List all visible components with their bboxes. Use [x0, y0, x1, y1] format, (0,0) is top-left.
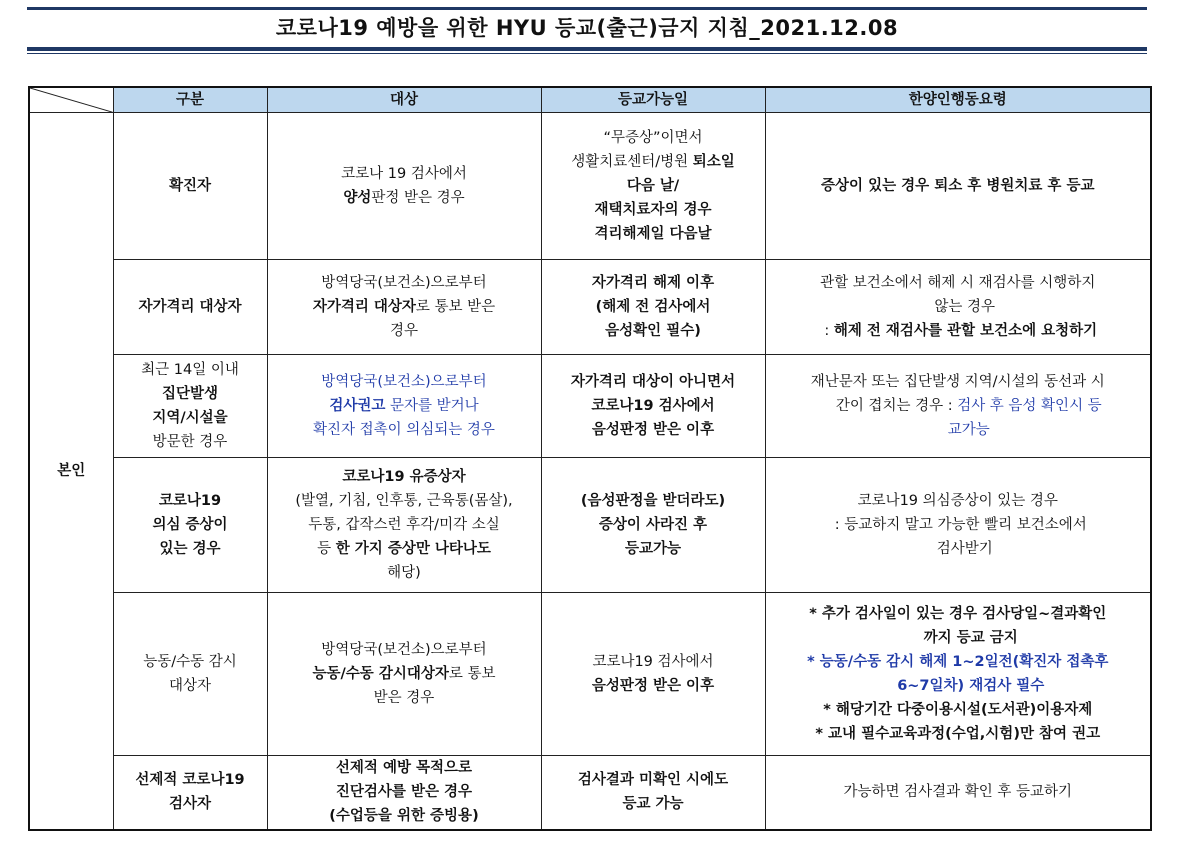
text-line: [274, 186, 535, 210]
text-bold: 한 가지 증상만 나타나도: [335, 540, 491, 557]
text-line: 음성판정 받은 이후: [591, 677, 715, 694]
return-date-cell: [541, 113, 765, 260]
text-blue: 검사 후 음성 확인시 등: [957, 397, 1102, 414]
text-line: 코로나19 의심증상이 있는 경우: [857, 492, 1058, 509]
text-line: [274, 394, 535, 418]
text-line: 대상자: [168, 677, 212, 694]
text-line: 자가격리 해제 이후: [591, 275, 715, 292]
table-row-quarantine: [29, 260, 1151, 355]
group-label: 본인: [29, 113, 113, 830]
title-rule-bottom: [27, 47, 1147, 51]
target-cell: [267, 260, 541, 355]
text-line: 경우: [389, 323, 418, 340]
category-cell: 확진자: [113, 113, 267, 260]
text-line: 음성확인 필수): [605, 323, 701, 340]
text-line: (수업등을 위한 증빙용): [329, 808, 479, 825]
table-row-symptoms: [29, 457, 1151, 592]
text-line: 자가격리 대상이 아니면서: [570, 373, 736, 390]
return-date-cell: [541, 260, 765, 355]
return-date-cell: [541, 755, 765, 830]
text-line: 음성판정 받은 이후: [591, 421, 715, 438]
text-line: 받은 경우: [373, 689, 435, 706]
text-line: 방문한 경우: [152, 433, 228, 450]
category-cell: 자가격리 대상자: [113, 260, 267, 355]
target-cell: [267, 113, 541, 260]
target-cell: [267, 457, 541, 592]
text-bold: 능동/수동 감시대상자: [312, 665, 449, 682]
title-rule-bottom-thin: [27, 53, 1147, 54]
text-line: “무증상”이면서: [603, 130, 703, 147]
corner-cell: [29, 87, 113, 113]
text-line: 관할 보건소에서 해제 시 재검사를 시행하지: [820, 275, 1096, 292]
header-category: 구분: [113, 87, 267, 113]
header-guidelines: 한양인행동요령: [765, 87, 1151, 113]
target-cell: [267, 755, 541, 830]
text-line: 코로나19 유증상자: [342, 468, 466, 485]
text-line: [274, 295, 535, 319]
text-line: 코로나 19 검사에서: [341, 166, 467, 183]
text-span: 간이 겹치는 경우 :: [835, 397, 958, 414]
text-line: 재난문자 또는 집단발생 지역/시설의 동선과 시: [810, 373, 1105, 390]
category-cell: [113, 457, 267, 592]
text-line: 등교 가능: [622, 796, 684, 813]
table-row-confirmed: [29, 113, 1151, 260]
text-span: 생활치료센터/병원: [571, 154, 693, 171]
header-target: 대상: [267, 87, 541, 113]
text-line: 검사받기: [936, 540, 993, 557]
text-line: 6~7일차) 재검사 필수: [897, 677, 1045, 694]
guideline-cell: [765, 755, 1151, 830]
text-bold: 퇴소일: [692, 154, 735, 171]
text-line: 있는 경우: [159, 540, 221, 557]
text-line: 증상이 있는 경우 퇴소 후 병원치료 후 등교: [821, 178, 1095, 195]
return-date-cell: [541, 354, 765, 457]
table-row-cluster: [29, 354, 1151, 457]
text-line: 검사자: [168, 796, 212, 813]
text-line: 교가능: [947, 421, 990, 438]
text-span: 로 통보 받은: [415, 299, 496, 316]
text-line: 집단발생: [161, 385, 219, 402]
text-line: 방역당국(보건소)으로부터: [321, 373, 487, 390]
guideline-cell: [765, 260, 1151, 355]
table-row-monitoring: [29, 592, 1151, 755]
text-line: 않는 경우: [934, 299, 996, 316]
text-line: 의심 증상이: [152, 516, 228, 533]
header-return-date: 등교가능일: [541, 87, 765, 113]
text-line: 최근 14일 이내: [141, 361, 239, 378]
text-line: 등교가능: [624, 540, 682, 557]
text-line: 가능하면 검사결과 확인 후 등교하기: [843, 784, 1073, 801]
text-line: : 등교하지 말고 가능한 빨리 보건소에서: [834, 516, 1087, 533]
text-line: 다음 날/: [626, 178, 680, 195]
text-line: (해제 전 검사에서: [595, 299, 711, 316]
text-span: :: [824, 323, 834, 340]
category-cell: [113, 755, 267, 830]
return-date-cell: [541, 457, 765, 592]
text-line: 격리해제일 다음날: [594, 226, 712, 243]
return-date-cell: [541, 592, 765, 755]
diagonal-line: [30, 88, 113, 112]
text-line: 확진자 접촉이 의심되는 경우: [313, 421, 495, 438]
text-line: 두통, 갑작스런 후각/미각 소실: [308, 516, 500, 533]
text-line: [274, 662, 535, 686]
text-line: 재택치료자의 경우: [594, 202, 712, 219]
text-line: 진단검사를 받은 경우: [335, 784, 473, 801]
guideline-cell: [765, 457, 1151, 592]
text-line: 방역당국(보건소)으로부터: [321, 641, 487, 658]
text-line: 증상이 사라진 후: [598, 516, 708, 533]
text-line: 코로나19 검사에서: [591, 397, 715, 414]
guideline-cell: [765, 592, 1151, 755]
text-line: 지역/시설을: [152, 409, 228, 426]
text-line: * 해당기간 다중이용시설(도서관)이용자제: [823, 701, 1093, 718]
text-line: 능동/수동 감시: [143, 653, 237, 670]
guideline-table: [28, 86, 1152, 831]
target-cell: [267, 354, 541, 457]
text-line: [772, 394, 1145, 418]
text-line: [772, 319, 1145, 343]
text-span: 문자를 받거나: [385, 397, 479, 414]
text-span: 등: [317, 540, 336, 557]
text-line: 검사결과 미확인 시에도: [577, 772, 729, 789]
text-line: 해당): [387, 564, 421, 581]
text-bold: 해제 전 재검사를 관할 보건소에 요청하기: [833, 323, 1098, 340]
header-row: [29, 87, 1151, 113]
text-line: 방역당국(보건소)으로부터: [321, 275, 487, 292]
text-line: 선제적 코로나19: [135, 772, 245, 789]
text-line: * 능동/수동 감시 해제 1~2일전(확진자 접촉후: [807, 653, 1109, 670]
text-line: 코로나19 검사에서: [592, 653, 714, 670]
text-line: (음성판정을 받더라도): [580, 492, 726, 509]
table-row-preemptive: [29, 755, 1151, 830]
target-cell: [267, 592, 541, 755]
text-line: [274, 537, 535, 561]
text-line: * 추가 검사일이 있는 경우 검사당일~결과확인: [809, 605, 1107, 622]
text-bold: 자가격리 대상자: [312, 299, 416, 316]
text-line: [548, 150, 759, 174]
guideline-cell: [765, 113, 1151, 260]
text-line: 코로나19: [158, 492, 222, 509]
text-line: * 교내 필수교육과정(수업,시험)만 참여 권고: [815, 725, 1101, 742]
text-line: 선제적 예방 목적으로: [335, 760, 473, 777]
text-span: 로 통보: [448, 665, 496, 682]
page-title: 코로나19 예방을 위한 HYU 등교(출근)금지 지침_2021.12.08: [275, 16, 899, 40]
category-cell: [113, 354, 267, 457]
title-rule-top: [27, 7, 1147, 10]
text-span: 판정 받은 경우: [371, 190, 465, 207]
text-line: (발열, 기침, 인후통, 근육통(몸살),: [295, 492, 513, 509]
text-line: 까지 등교 금지: [923, 629, 1018, 646]
text-bold: 양성: [343, 190, 372, 207]
guideline-cell: [765, 354, 1151, 457]
category-cell: [113, 592, 267, 755]
text-bold: 검사권고: [329, 397, 386, 414]
